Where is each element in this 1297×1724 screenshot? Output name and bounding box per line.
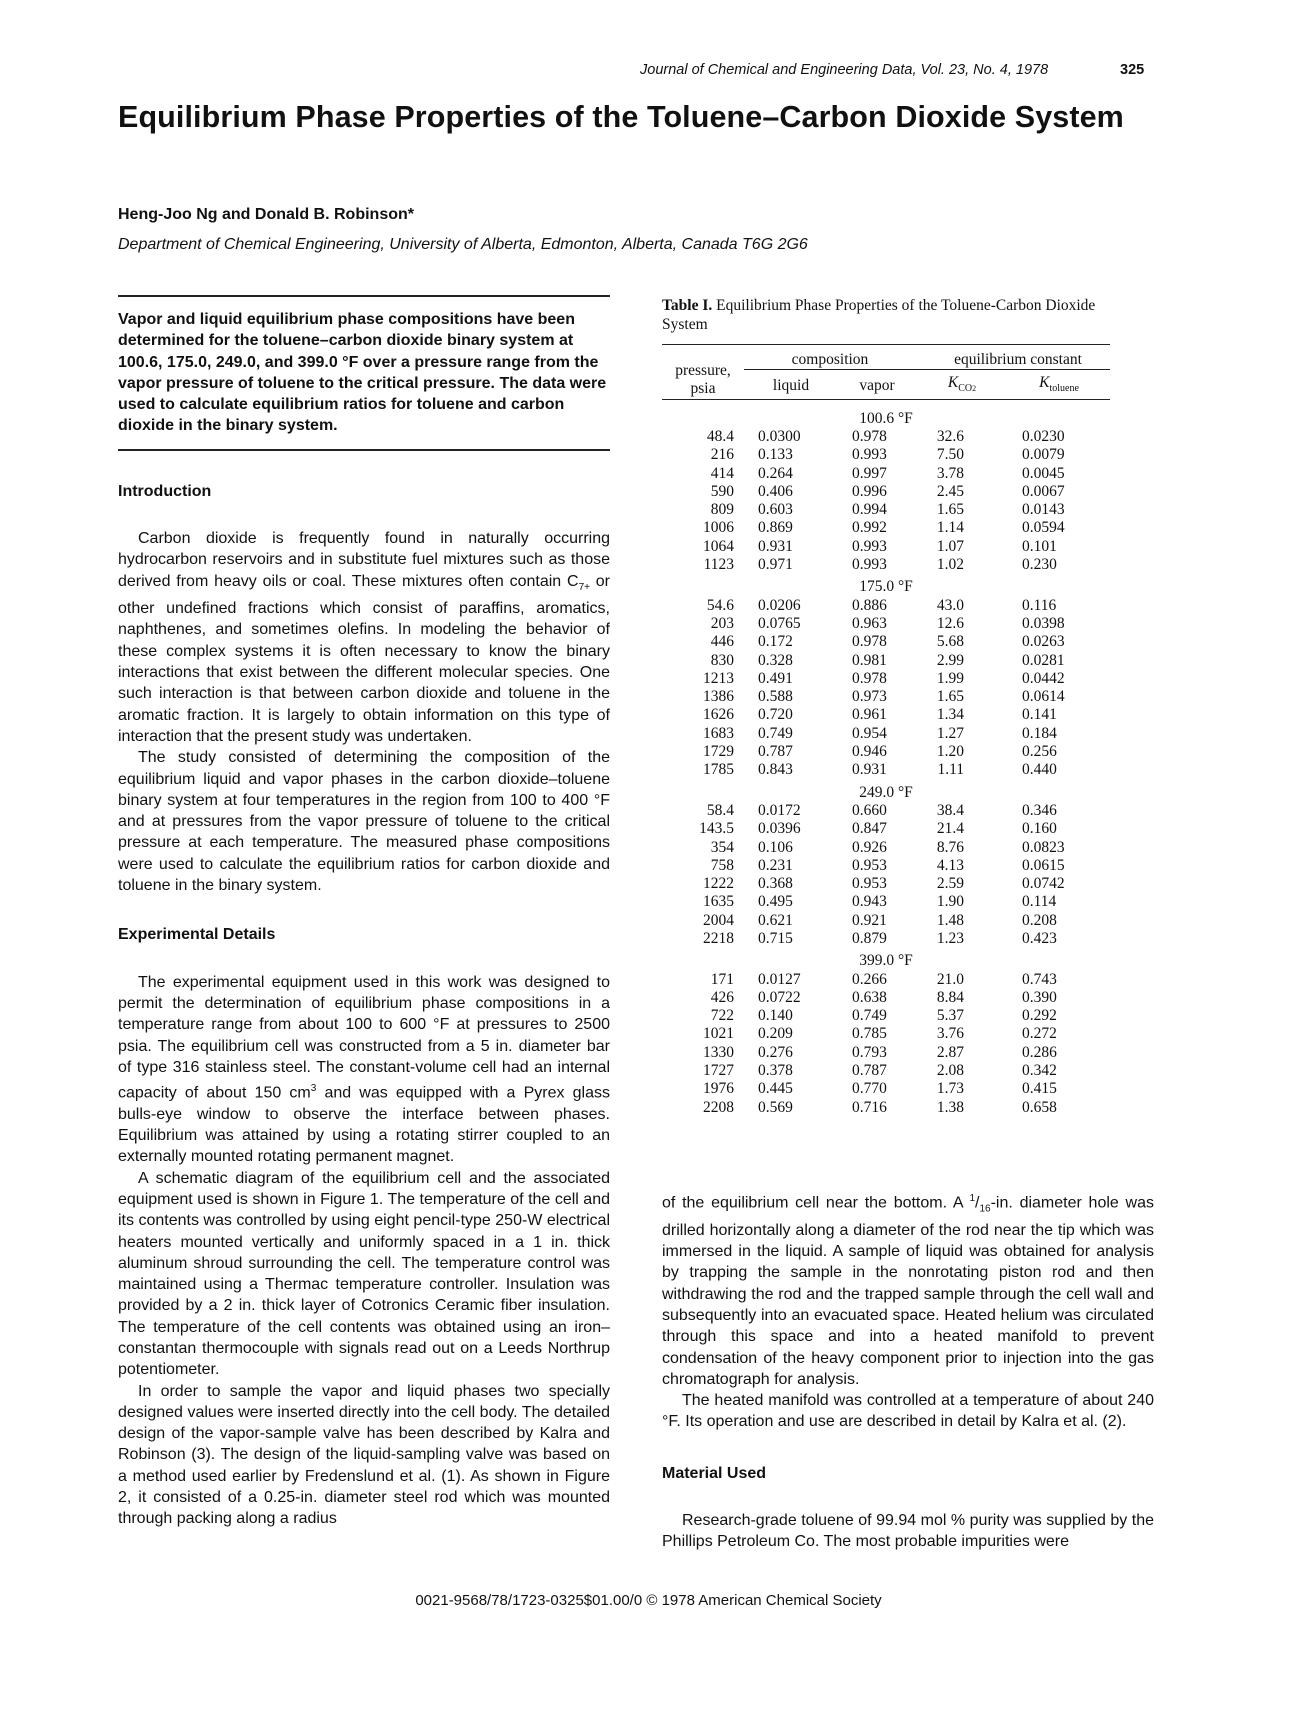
cell-vapor: 0.978 [852, 669, 887, 687]
cell-k-co2: 1.20 [936, 743, 964, 761]
cell-k-toluene: 0.0742 [1022, 875, 1065, 893]
cell-k-toluene: 0.292 [1022, 1007, 1057, 1025]
table-row [662, 857, 1110, 875]
cell-pressure: 830 [710, 651, 734, 669]
left-column [118, 295, 610, 1530]
cell-k-co2: 21.4 [936, 820, 964, 838]
cell-vapor: 0.963 [852, 614, 887, 632]
cell-pressure: 354 [710, 838, 734, 856]
table-row [662, 483, 1110, 501]
cell-pressure: 809 [710, 501, 734, 519]
cell-vapor: 0.954 [852, 724, 887, 742]
table-body [662, 406, 1110, 1123]
cell-vapor: 0.953 [852, 856, 887, 874]
table-row [662, 428, 1110, 446]
cell-pressure: 2218 [703, 930, 734, 947]
cell-liquid: 0.588 [758, 688, 793, 706]
cell-k-co2: 5.37 [936, 1007, 964, 1025]
col-header-liquid: liquid [772, 377, 810, 395]
table-section-heading [662, 574, 1110, 596]
table-row [662, 839, 1110, 857]
cell-pressure: 1386 [703, 688, 734, 706]
table-section-heading [662, 948, 1110, 970]
cell-vapor: 0.921 [852, 911, 887, 929]
cell-vapor: 0.993 [852, 446, 887, 464]
introduction-paragraph-2: The study consisted of determining the composition of the equilibrium liquid and vapor phases in the carbon dioxide–toluene binary system at four temperatures in the region from 100 to 400 °F and at pressures from the vapor pressure of toluene to the critical pressure at each temperature. The measured phase compositions were used to calculate the equilibrium ratios for carbon dioxide and toluene in the binary system. [118, 749, 610, 895]
cell-k-toluene: 0.230 [1022, 556, 1057, 574]
cell-liquid: 0.406 [758, 482, 793, 500]
authors: Heng-Joo Ng and Donald B. Robinson* [118, 206, 414, 223]
cell-k-toluene: 0.0614 [1022, 688, 1065, 706]
cell-k-toluene: 0.0823 [1022, 838, 1065, 856]
cell-pressure: 1635 [703, 893, 734, 911]
cell-liquid: 0.0300 [758, 427, 801, 445]
cell-pressure: 1626 [703, 706, 734, 724]
table-1 [662, 296, 1110, 1123]
cell-pressure: 446 [710, 633, 734, 651]
cell-liquid: 0.231 [758, 856, 793, 874]
cell-pressure: 143.5 [699, 820, 734, 838]
right-p1-text-b: -in. diameter hole was drilled horizontally along a diameter of the rod near the tip which was immersed in the liquid. A sample of liquid was obtained for analysis by trapping the sample in the nonrotating piston rod and then withdrawing the rod and the trapped sample through the cell wall and subsequently into an evacuated space. Heated helium was circulated through this space and into a heated manifold to prevent condensation of the heavy component prior to injection into the gas chromatograph for analysis. [662, 1194, 1155, 1388]
table-row [662, 556, 1110, 574]
cell-k-toluene: 0.423 [1022, 930, 1057, 947]
cell-liquid: 0.0206 [758, 596, 801, 614]
cell-k-co2: 1.90 [936, 893, 964, 911]
cell-k-co2: 1.34 [936, 706, 964, 724]
cell-liquid: 0.720 [758, 706, 793, 724]
cell-k-co2: 1.48 [936, 911, 964, 929]
cell-k-co2: 1.73 [936, 1080, 964, 1098]
cell-vapor: 0.749 [852, 1007, 887, 1025]
experimental-paragraph-1 [118, 972, 610, 1168]
introduction-heading: Introduction [118, 482, 212, 500]
cell-liquid: 0.0396 [758, 820, 801, 838]
cell-liquid: 0.0172 [758, 801, 801, 819]
cell-vapor: 0.931 [852, 761, 887, 779]
table-row [662, 761, 1110, 779]
cell-k-co2: 1.65 [936, 501, 964, 519]
cell-pressure: 1330 [703, 1043, 734, 1061]
cell-vapor: 0.847 [852, 820, 887, 838]
cell-k-co2: 43.0 [936, 596, 964, 614]
cell-liquid: 0.749 [758, 724, 793, 742]
table-row [662, 1080, 1110, 1098]
table-row [662, 1062, 1110, 1080]
table-row [662, 519, 1110, 537]
fraction-numerator: 1 [969, 1193, 976, 1204]
right-paragraph-2: The heated manifold was controlled at a temperature of about 240 °F. Its operation and use are described in detail by Kalra et al. (2). [662, 1392, 1154, 1431]
exp-p1-text-a: The experimental equipment used in this work was designed to permit the determination of equilibrium phase compositions in a temperature range from about 100 to 600 °F at pressures to 2500 psia. The equilibrium cell was constructed from a 5 in. diameter bar of type 316 stainless steel. The constant-volume cell had an internal capacity of about 150 cm [118, 973, 610, 1102]
col-header-composition: composition [744, 351, 916, 370]
cell-liquid: 0.133 [758, 446, 793, 464]
cell-k-toluene: 0.0594 [1022, 519, 1065, 537]
cell-pressure: 1213 [703, 669, 734, 687]
table-row [662, 652, 1110, 670]
table-row [662, 1007, 1110, 1025]
col-header-pressure: pressure, psia [675, 362, 731, 398]
cell-vapor: 0.978 [852, 633, 887, 651]
cell-k-toluene: 0.0263 [1022, 633, 1065, 651]
table-row [662, 875, 1110, 893]
cell-pressure: 722 [710, 1007, 734, 1025]
table-row [662, 501, 1110, 519]
cell-vapor: 0.994 [852, 501, 887, 519]
table-caption-label: Table I. [662, 297, 713, 314]
cell-k-co2: 2.45 [936, 482, 964, 500]
cell-k-toluene: 0.0079 [1022, 446, 1065, 464]
material-heading: Material Used [662, 1464, 767, 1482]
cell-vapor: 0.793 [852, 1043, 887, 1061]
cell-k-toluene: 0.116 [1022, 596, 1057, 614]
cell-k-co2: 2.99 [936, 651, 964, 669]
cell-vapor: 0.266 [852, 970, 887, 988]
cell-liquid: 0.869 [758, 519, 793, 537]
cell-k-toluene: 0.0398 [1022, 614, 1065, 632]
cell-pressure: 590 [710, 482, 734, 500]
cell-liquid: 0.378 [758, 1062, 793, 1080]
table-row [662, 597, 1110, 615]
cell-k-co2: 1.07 [936, 537, 964, 555]
cell-k-co2: 3.76 [936, 1025, 964, 1043]
cell-vapor: 0.996 [852, 482, 887, 500]
cell-k-co2: 2.59 [936, 875, 964, 893]
cell-liquid: 0.106 [758, 838, 793, 856]
cell-k-toluene: 0.0230 [1022, 427, 1065, 445]
cell-liquid: 0.715 [758, 930, 793, 947]
cell-k-co2: 1.38 [936, 1098, 964, 1116]
cell-liquid: 0.843 [758, 761, 793, 779]
cell-pressure: 758 [710, 856, 734, 874]
table-row [662, 989, 1110, 1007]
cell-k-toluene: 0.0045 [1022, 464, 1065, 482]
right-column [662, 1188, 1154, 1553]
table-row [662, 1099, 1110, 1117]
cell-vapor: 0.973 [852, 688, 887, 706]
cell-pressure: 1021 [703, 1025, 734, 1043]
cell-pressure: 1727 [703, 1062, 734, 1080]
cell-liquid: 0.264 [758, 464, 793, 482]
cell-pressure: 203 [710, 614, 734, 632]
cell-vapor: 0.993 [852, 556, 887, 574]
cell-liquid: 0.495 [758, 893, 793, 911]
experimental-heading: Experimental Details [118, 926, 276, 944]
col-header-vapor: vapor [859, 377, 895, 395]
table-section-heading [662, 406, 1110, 428]
abstract: Vapor and liquid equilibrium phase compositions have been determined for the toluene–carbon dioxide binary system at 100.6, 175.0, 249.0, and 399.0 °F over a pressure range from the vapor pressure of toluene to the critical pressure. The data were used to calculate equilibrium ratios for toluene and carbon dioxide in the binary system. [118, 311, 607, 435]
cell-pressure: 1123 [703, 556, 734, 574]
exp-p1-text-b: and was equipped with a Pyrex glass bulls-eye window to observe the interface between phases. Equilibrium was attained by using a rotating stirrer coupled to an externally mounted rotating permanent magnet. [118, 1084, 610, 1166]
cell-liquid: 0.209 [758, 1025, 793, 1043]
cell-k-toluene: 0.743 [1022, 970, 1057, 988]
col-header-equilibrium: equilibrium constant [916, 351, 1110, 370]
experimental-paragraph-3: In order to sample the vapor and liquid phases two specially designed values were inserted directly into the cell body. The detailed design of the vapor-sample valve has been described by Kalra and Robinson (3). The design of the liquid-sampling valve was based on a method used earlier by Fredenslund et al. (1). As shown in Figure 2, it consisted of a 0.25-in. diameter steel rod which was mounted through packing along a radius [118, 1382, 610, 1528]
cell-pressure: 1785 [703, 761, 734, 779]
cell-pressure: 58.4 [706, 801, 734, 819]
affiliation: Department of Chemical Engineering, University of Alberta, Edmonton, Alberta, Canada T6G 2G6 [118, 236, 808, 253]
cell-liquid: 0.445 [758, 1080, 793, 1098]
col-header-k-toluene: $K_{toluene}$ [1039, 374, 1079, 395]
cell-k-co2: 1.23 [936, 930, 964, 947]
abstract-bottom-rule [118, 449, 610, 451]
section-temperature: 175.0 °F [859, 578, 913, 596]
cell-vapor: 0.716 [852, 1098, 887, 1116]
cell-k-toluene: 0.0442 [1022, 669, 1065, 687]
cell-pressure: 171 [710, 970, 734, 988]
cell-k-toluene: 0.415 [1022, 1080, 1057, 1098]
cell-vapor: 0.953 [852, 875, 887, 893]
right-paragraph-3: Research-grade toluene of 99.94 mol % purity was supplied by the Phillips Petroleum Co. The most probable impurities were [662, 1512, 1154, 1551]
cell-liquid: 0.971 [758, 556, 793, 574]
cell-k-toluene: 0.658 [1022, 1098, 1057, 1116]
cell-vapor: 0.879 [852, 930, 887, 947]
cell-pressure: 216 [710, 446, 734, 464]
table-row [662, 893, 1110, 911]
cell-liquid: 0.368 [758, 875, 793, 893]
cell-vapor: 0.997 [852, 464, 887, 482]
cell-k-co2: 8.76 [936, 838, 964, 856]
exp-p1-superscript: 3 [310, 1083, 317, 1095]
cell-vapor: 0.638 [852, 988, 887, 1006]
cell-pressure: 1064 [703, 537, 734, 555]
cell-k-toluene: 0.160 [1022, 820, 1057, 838]
cell-k-co2: 1.27 [936, 724, 964, 742]
right-p1-text-a: of the equilibrium cell near the bottom. A [662, 1194, 970, 1212]
introduction-paragraph-1 [118, 528, 610, 747]
cell-k-co2: 1.65 [936, 688, 964, 706]
cell-vapor: 0.981 [852, 651, 887, 669]
cell-k-co2: 1.99 [936, 669, 964, 687]
table-row [662, 615, 1110, 633]
cell-pressure: 1976 [703, 1080, 734, 1098]
table-row [662, 743, 1110, 761]
cell-k-toluene: 0.256 [1022, 743, 1057, 761]
cell-k-toluene: 0.0143 [1022, 501, 1065, 519]
cell-pressure: 54.6 [706, 596, 734, 614]
page-number: 325 [1120, 62, 1145, 78]
cell-pressure: 426 [710, 988, 734, 1006]
cell-k-toluene: 0.114 [1022, 893, 1057, 911]
journal-citation: Journal of Chemical and Engineering Data, Vol. 23, No. 4, 1978 [640, 62, 1049, 78]
table-caption-text: Equilibrium Phase Properties of the Toluene-Carbon Dioxide System [662, 297, 1096, 333]
cell-k-toluene: 0.342 [1022, 1062, 1057, 1080]
cell-vapor: 0.943 [852, 893, 887, 911]
cell-pressure: 1729 [703, 743, 734, 761]
cell-k-toluene: 0.0067 [1022, 482, 1065, 500]
cell-vapor: 0.992 [852, 519, 887, 537]
table-row [662, 1025, 1110, 1043]
cell-liquid: 0.172 [758, 633, 793, 651]
cell-k-co2: 7.50 [936, 446, 964, 464]
intro-p1-text-b: or other undefined fractions which consist of paraffins, aromatics, naphthenes, and sometimes olefins. In modeling the behavior of these complex systems it is often necessary to know the binary interactions that exist between the different molecular species. One such interaction is that between carbon dioxide and toluene in the aromatic fraction. It is largely to obtain information on this type of interaction that the present study was undertaken. [118, 572, 610, 745]
cell-vapor: 0.993 [852, 537, 887, 555]
cell-k-toluene: 0.101 [1022, 537, 1057, 555]
phase-properties-table [662, 344, 1110, 1123]
table-row [662, 912, 1110, 930]
cell-vapor: 0.785 [852, 1025, 887, 1043]
cell-liquid: 0.140 [758, 1007, 793, 1025]
cell-liquid: 0.276 [758, 1043, 793, 1061]
cell-liquid: 0.787 [758, 743, 793, 761]
intro-p1-subscript: 7+ [578, 581, 590, 593]
section-temperature: 100.6 °F [859, 409, 913, 427]
table-row [662, 820, 1110, 838]
table-row [662, 670, 1110, 688]
cell-k-toluene: 0.272 [1022, 1025, 1057, 1043]
table-caption [662, 296, 1110, 334]
cell-liquid: 0.328 [758, 651, 793, 669]
cell-k-toluene: 0.286 [1022, 1043, 1057, 1061]
section-temperature: 399.0 °F [859, 952, 913, 970]
cell-liquid: 0.0722 [758, 988, 801, 1006]
cell-vapor: 0.787 [852, 1062, 887, 1080]
cell-k-co2: 21.0 [936, 970, 964, 988]
cell-pressure: 414 [710, 464, 734, 482]
cell-k-co2: 8.84 [936, 988, 964, 1006]
cell-liquid: 0.603 [758, 501, 793, 519]
cell-k-co2: 1.02 [936, 556, 964, 574]
fraction-denominator: 16 [979, 1203, 991, 1215]
table-section-heading [662, 780, 1110, 802]
cell-liquid: 0.0765 [758, 614, 801, 632]
cell-pressure: 1683 [703, 724, 734, 742]
cell-k-co2: 32.6 [936, 427, 964, 445]
cell-pressure: 1006 [703, 519, 734, 537]
cell-liquid: 0.491 [758, 669, 793, 687]
table-row [662, 465, 1110, 483]
cell-vapor: 0.946 [852, 743, 887, 761]
cell-vapor: 0.886 [852, 596, 887, 614]
intro-p1-text-a: Carbon dioxide is frequently found in naturally occurring hydrocarbon reservoirs and in substitute fuel mixtures such as those derived from heavy oils or coal. These mixtures often contain C [118, 530, 610, 590]
cell-vapor: 0.978 [852, 427, 887, 445]
cell-liquid: 0.931 [758, 537, 793, 555]
table-row [662, 802, 1110, 820]
cell-k-co2: 3.78 [936, 464, 964, 482]
right-paragraph-1: of the equilibrium cell near the bottom. A $^1/_{16}-in$. diameter hole was drilled horizontally along a diameter of the rod near the tip which was immersed in the liquid. A sample of liquid was obtained for analysis by trapping the sample in the nonrotating piston rod and then withdrawing the rod and the trapped sample through the cell wall and subsequently into an evacuated space. Heated helium was circulated through this space and into a heated manifold to prevent condensation of the heavy component prior to injection into the gas chromatograph for analysis. [662, 1193, 1155, 1388]
cell-liquid: 0.569 [758, 1098, 793, 1116]
cell-pressure: 2004 [703, 911, 734, 929]
cell-k-co2: 1.14 [936, 519, 964, 537]
cell-vapor: 0.660 [852, 801, 887, 819]
cell-k-toluene: 0.440 [1022, 761, 1057, 779]
cell-vapor: 0.961 [852, 706, 887, 724]
page-header [0, 0, 1297, 80]
cell-k-co2: 5.68 [936, 633, 964, 651]
page-footer: 0021-9568/78/1723-0325$01.00/0 © 1978 American Chemical Society [415, 1592, 882, 1609]
cell-pressure: 48.4 [706, 427, 734, 445]
table-row [662, 1044, 1110, 1062]
cell-k-toluene: 0.141 [1022, 706, 1057, 724]
cell-k-co2: 2.08 [936, 1062, 964, 1080]
experimental-paragraph-2: A schematic diagram of the equilibrium cell and the associated equipment used is shown in Figure 1. The temperature of the cell and its contents was controlled by using eight pencil-type 250-W electrical heaters mounted vertically and uniformly spaced in a 1 in. thick aluminum shroud surrounding the cell. The temperature control was maintained using a Thermac temperature controller. Insulation was provided by a 2 in. thick layer of Cotronics Ceramic fiber insulation. The temperature of the cell contents was obtained using an iron–constantan thermocouple with signals read out on a Leeds Northrup potentiometer. [118, 1169, 610, 1379]
table-row [662, 633, 1110, 651]
table-row [662, 538, 1110, 556]
cell-k-co2: 12.6 [936, 614, 964, 632]
paper-title: Equilibrium Phase Properties of the Toluene–Carbon Dioxide System [118, 100, 1124, 134]
table-row [662, 971, 1110, 989]
cell-k-co2: 1.11 [937, 761, 964, 779]
section-temperature: 249.0 °F [859, 783, 913, 801]
cell-vapor: 0.926 [852, 838, 887, 856]
col-header-k-co2: $K_{CO2}$ [947, 374, 977, 395]
cell-pressure: 1222 [703, 875, 734, 893]
table-bottom-rule [662, 1117, 1110, 1123]
cell-liquid: 0.621 [758, 911, 793, 929]
cell-k-co2: 38.4 [936, 801, 964, 819]
table-row [662, 706, 1110, 724]
cell-liquid: 0.0127 [758, 970, 801, 988]
table-row [662, 930, 1110, 948]
cell-vapor: 0.770 [852, 1080, 887, 1098]
table-row [662, 725, 1110, 743]
cell-k-toluene: 0.0615 [1022, 856, 1065, 874]
cell-k-toluene: 0.184 [1022, 724, 1057, 742]
cell-k-toluene: 0.390 [1022, 988, 1057, 1006]
table-row [662, 688, 1110, 706]
cell-k-toluene: 0.208 [1022, 911, 1057, 929]
table-row [662, 446, 1110, 464]
cell-k-toluene: 0.346 [1022, 801, 1057, 819]
cell-k-co2: 2.87 [936, 1043, 964, 1061]
cell-pressure: 2208 [703, 1098, 734, 1116]
cell-k-toluene: 0.0281 [1022, 651, 1065, 669]
cell-k-co2: 4.13 [936, 856, 964, 874]
